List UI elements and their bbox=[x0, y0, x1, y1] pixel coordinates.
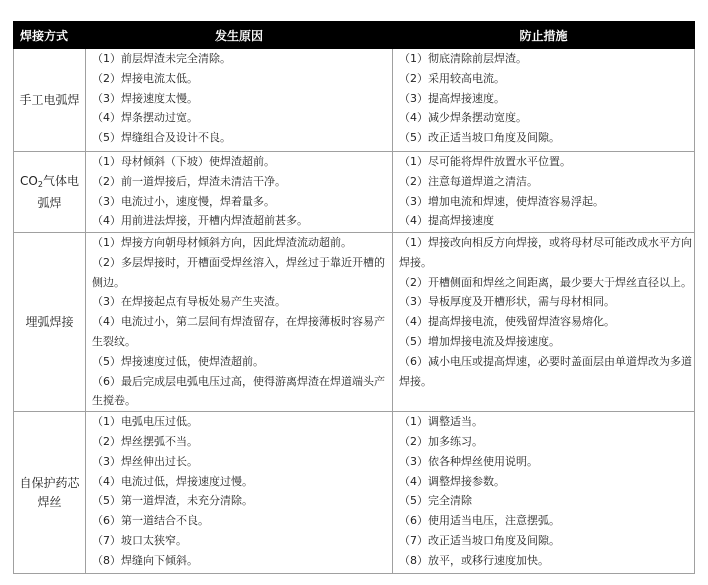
measure-item: （6）使用适当电压，注意摆弧。 bbox=[399, 514, 560, 528]
table-row bbox=[14, 412, 695, 574]
header-measure: 防止措施 bbox=[393, 22, 695, 49]
cause-item: （3）焊接速度太慢。 bbox=[92, 91, 198, 105]
measure-item: （6）减小电压或提高焊速，必要时盖面层由单道焊改为多道焊接。 bbox=[399, 354, 692, 388]
measure-item: （3）增加电流和焊速，使焊渣容易浮起。 bbox=[399, 194, 604, 208]
measure-item: （2）开槽侧面和焊丝之间距离，最少要大于焊丝直径以上。 bbox=[399, 275, 692, 289]
measure-item: （2）采用较高电流。 bbox=[399, 71, 505, 85]
measure-cell bbox=[393, 49, 695, 152]
measure-item: （4）提高焊接速度 bbox=[399, 214, 494, 228]
method-label: 自保护药芯 焊丝 bbox=[19, 475, 80, 509]
measure-item: （8）放平，或移行速度加快。 bbox=[399, 553, 549, 567]
measure-item: （1）尽可能将焊件放置水平位置。 bbox=[399, 155, 571, 168]
welding-defect-table bbox=[13, 21, 695, 574]
table-header-row bbox=[14, 22, 695, 49]
cause-item: （2）前一道焊接后，焊渣未清洁干净。 bbox=[92, 174, 286, 188]
measure-item: （5）完全清除 bbox=[399, 494, 472, 508]
measure-item: （2）加多练习。 bbox=[399, 434, 483, 448]
cause-cell bbox=[86, 412, 393, 574]
measure-item: （4）提高焊接电流，使残留焊渣容易熔化。 bbox=[399, 315, 615, 329]
method-cell bbox=[14, 233, 86, 412]
table-row bbox=[14, 49, 695, 152]
measure-item: （4）调整焊接参数。 bbox=[399, 474, 505, 488]
cause-item: （8）焊缝向下倾斜。 bbox=[92, 553, 198, 567]
cause-item: （5）焊缝组合及设计不良。 bbox=[92, 131, 231, 145]
measure-item: （3）提高焊接速度。 bbox=[399, 91, 505, 105]
cause-item: （7）坡口太狭窄。 bbox=[92, 533, 187, 547]
measure-item: （4）减少焊条摆动宽度。 bbox=[399, 111, 527, 125]
cause-cell bbox=[86, 49, 393, 152]
method-label: 埋弧焊接 bbox=[25, 314, 74, 329]
cause-item: （6）第一道结合不良。 bbox=[92, 514, 209, 528]
cause-item: （5）第一道焊渣，未充分清除。 bbox=[92, 494, 253, 508]
measure-item: （3）导板厚度及开槽形状，需与母材相同。 bbox=[399, 295, 615, 309]
table-row bbox=[14, 152, 695, 233]
table-row bbox=[14, 233, 695, 412]
method-cell bbox=[14, 152, 86, 233]
measure-item: （1）焊接改向相反方向焊接，或将母材尽可能改成水平方向焊接。 bbox=[399, 236, 692, 269]
measure-item: （5）改正适当坡口角度及间隙。 bbox=[399, 131, 560, 145]
cause-item: （2）多层焊接时，开槽面受焊丝溶入，焊丝过于靠近开槽的侧边。 bbox=[92, 255, 385, 289]
cause-cell bbox=[86, 152, 393, 233]
measure-item: （1）彻底清除前层焊渣。 bbox=[399, 52, 527, 65]
cause-item: （1）焊接方向朝母材倾斜方向，因此焊渣流动超前。 bbox=[92, 236, 352, 249]
welding-defect-table-container bbox=[13, 21, 694, 574]
method-cell bbox=[14, 49, 86, 152]
measure-cell bbox=[393, 412, 695, 574]
cause-item: （6）最后完成层电弧电压过高，使得游离焊渣在焊道端头产生搅卷。 bbox=[92, 374, 385, 408]
cause-item: （4）电流过低，焊接速度过慢。 bbox=[92, 474, 253, 488]
method-label: 手工电弧焊 bbox=[19, 92, 80, 107]
cause-item: （4）用前进法焊接，开槽内焊渣超前甚多。 bbox=[92, 214, 308, 228]
cause-item: （3）焊丝伸出过长。 bbox=[92, 454, 198, 468]
cause-item: （3）在焊接起点有导板处易产生夹渣。 bbox=[92, 295, 286, 309]
cause-item: （2）焊接电流太低。 bbox=[92, 71, 198, 85]
measure-item: （5）增加焊接电流及焊接速度。 bbox=[399, 334, 560, 348]
cause-item: （1）电弧电压过低。 bbox=[92, 415, 198, 429]
measure-item: （2）注意每道焊道之清洁。 bbox=[399, 174, 538, 188]
cause-item: （4）焊条摆动过宽。 bbox=[92, 111, 198, 125]
method-cell bbox=[14, 412, 86, 574]
measure-item: （3）依各种焊丝使用说明。 bbox=[399, 454, 538, 468]
cause-item: （4）电流过小，第二层间有焊渣留存，在焊接薄板时容易产生裂纹。 bbox=[92, 315, 385, 348]
header-method: 焊接方式 bbox=[14, 22, 86, 49]
cause-cell bbox=[86, 233, 393, 412]
measure-item: （1）调整适当。 bbox=[399, 415, 483, 429]
cause-item: （3）电流过小，速度慢，焊着量多。 bbox=[92, 194, 275, 208]
measure-cell bbox=[393, 233, 695, 412]
measure-item: （7）改正适当坡口角度及间隙。 bbox=[399, 533, 560, 547]
header-cause: 发生原因 bbox=[86, 22, 393, 49]
cause-item: （2）焊丝摆弧不当。 bbox=[92, 434, 198, 448]
measure-cell bbox=[393, 152, 695, 233]
cause-item: （5）焊接速度过低，使焊渣超前。 bbox=[92, 354, 264, 368]
cause-item: （1）母材倾斜（下坡）使焊渣超前。 bbox=[92, 155, 275, 168]
cause-item: （1）前层焊渣未完全清除。 bbox=[92, 52, 231, 65]
method-label: $CO_2$气体电 弧焊 bbox=[20, 173, 79, 210]
